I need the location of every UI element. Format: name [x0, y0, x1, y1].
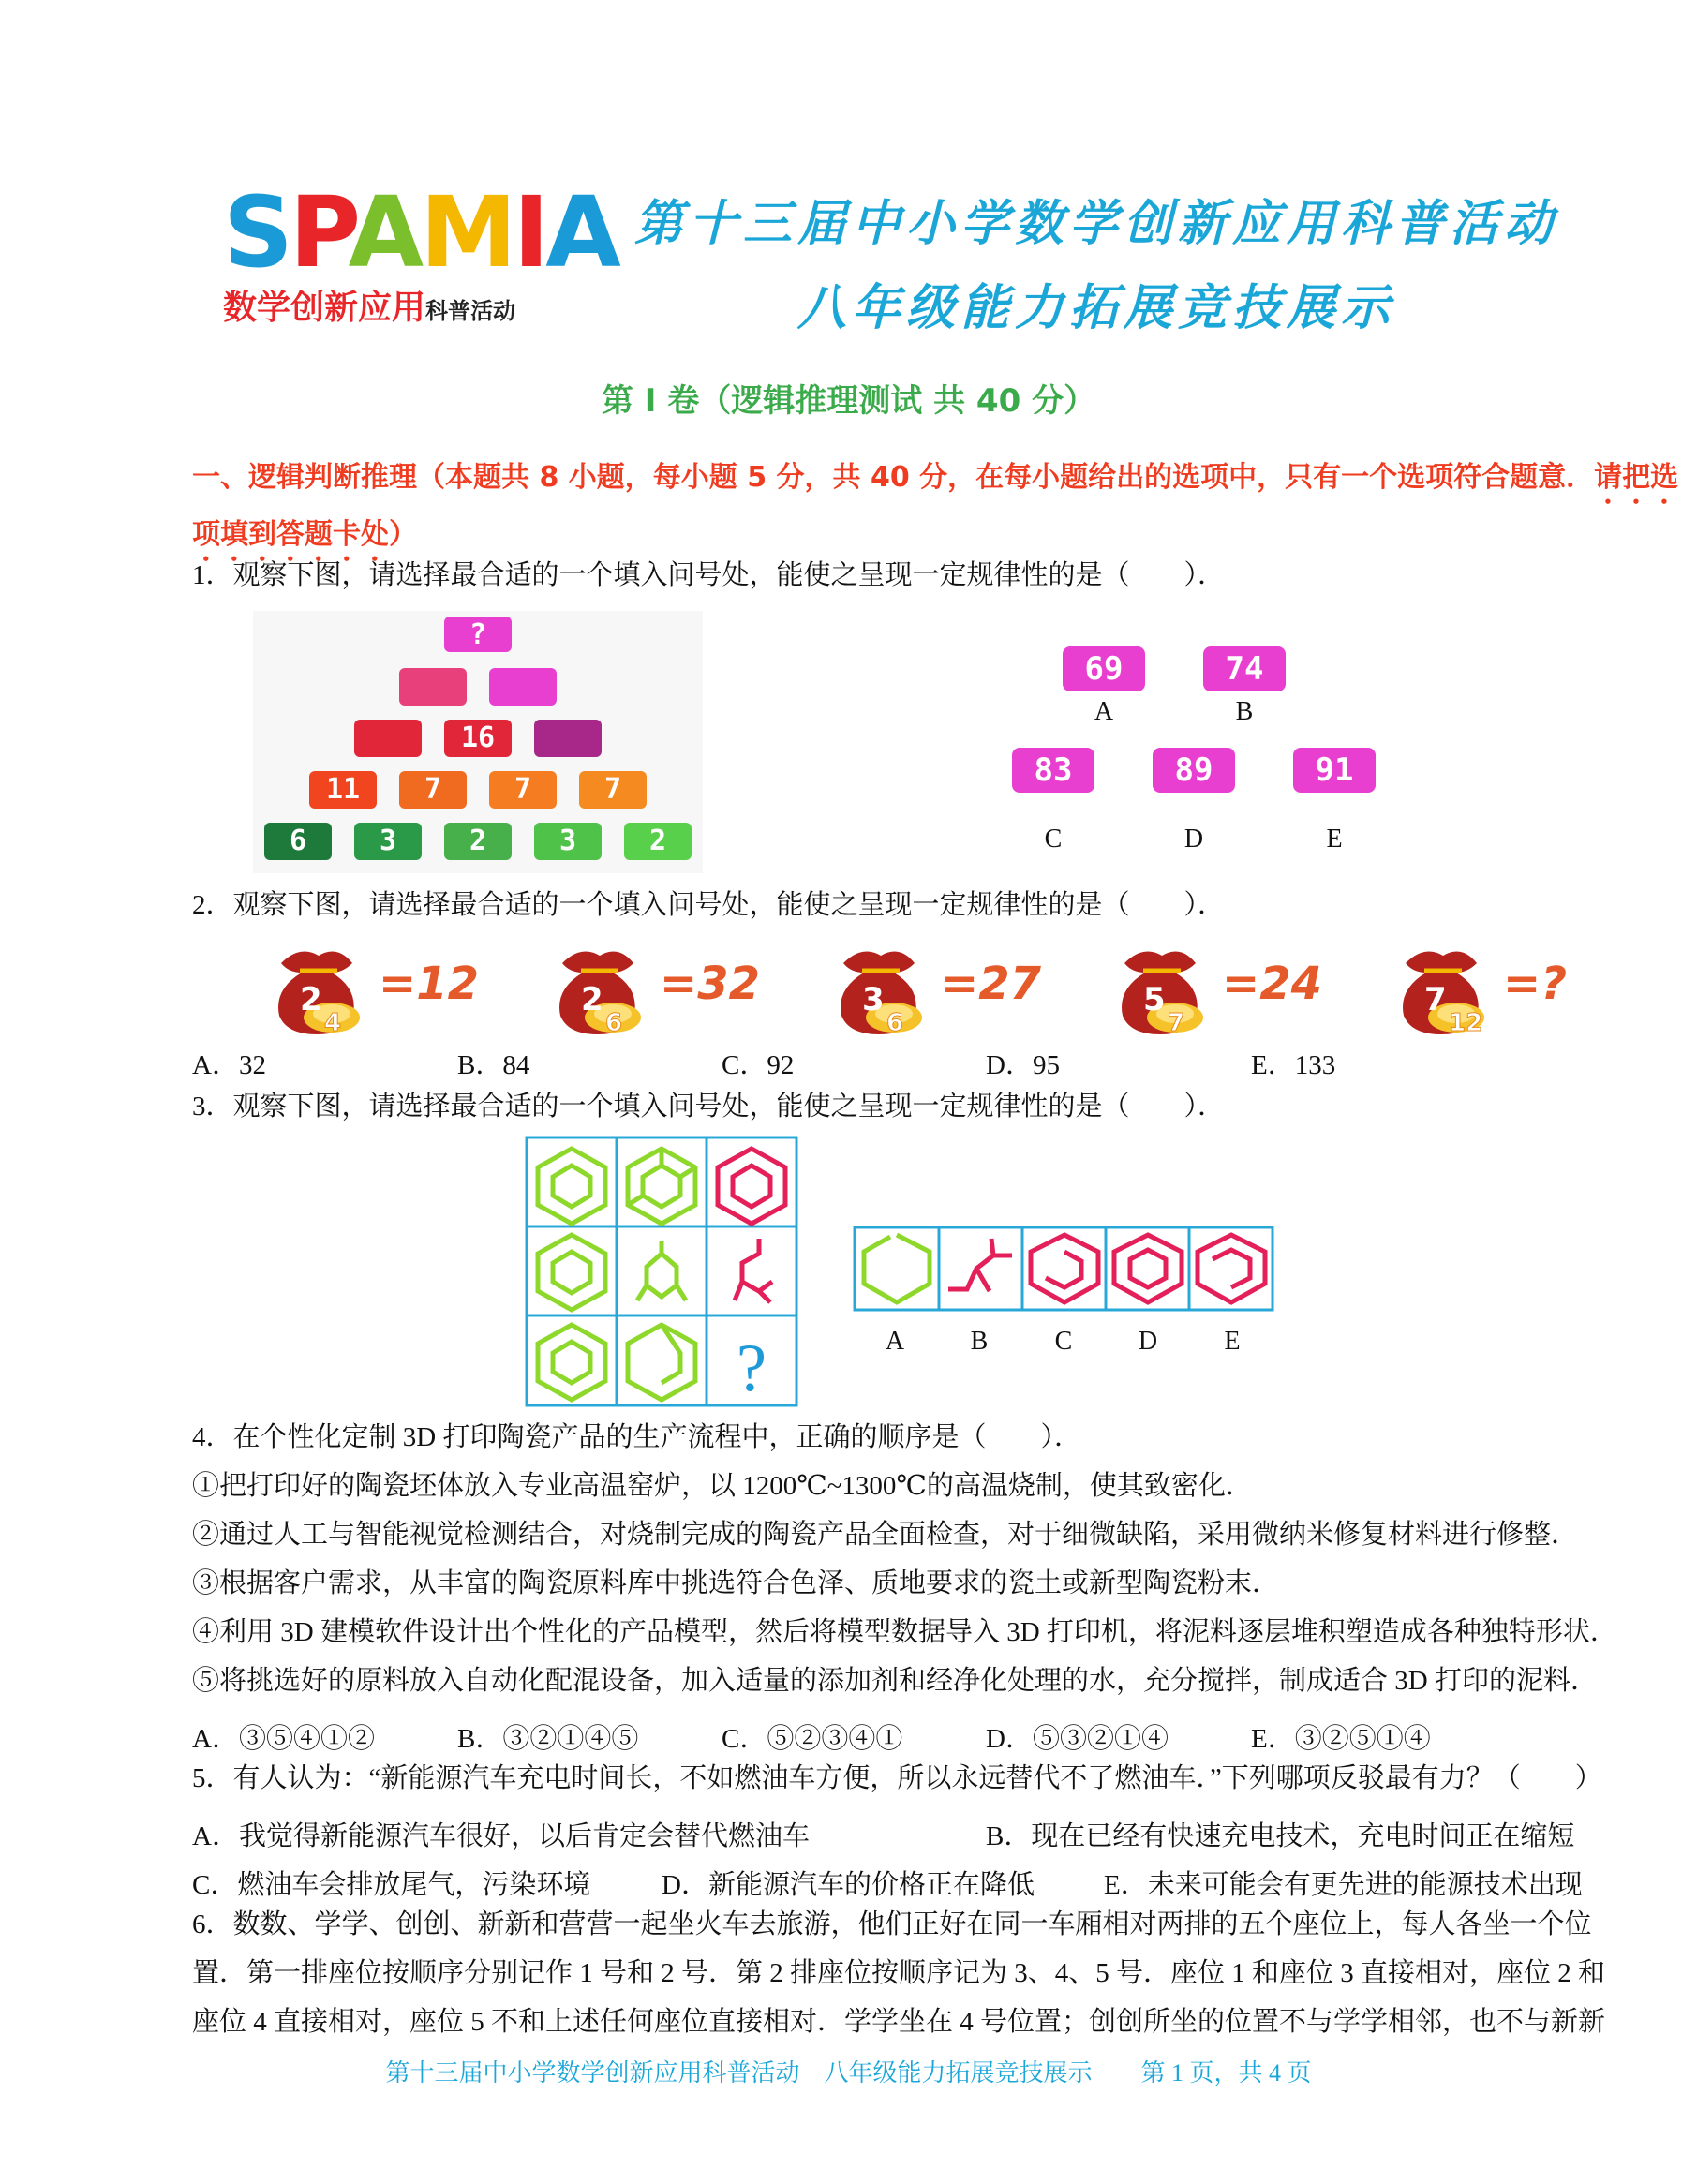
q1-pyramid — [253, 611, 703, 873]
q2-equation-result: =27 — [941, 958, 1042, 1010]
q4-steps — [192, 1462, 1617, 1705]
svg-text:6: 6 — [886, 1009, 904, 1037]
q4-option-c: C．⑤②③④① — [722, 1724, 903, 1754]
q2-text: 2．观察下图，请选择最合适的一个填入问号处，能使之呈现一定规律性的是（ ）． — [192, 890, 1226, 920]
svg-text:12: 12 — [1449, 1009, 1483, 1037]
q5-option-a: A．我觉得新能源汽车很好，以后肯定会替代燃油车 — [192, 1821, 810, 1851]
q1-option-a: 69 — [1063, 646, 1145, 691]
q3-option-label: B — [970, 1327, 989, 1356]
money-bag-icon — [1106, 937, 1228, 1040]
section-line2-end: ） — [389, 518, 417, 551]
logo-subtitle-black: 科普活动 — [425, 298, 516, 324]
q2-option-a: A．32 — [192, 1050, 266, 1080]
logo-letter: M — [420, 175, 514, 290]
q5-option-c: C．燃油车会排放尾气，污染环境 — [192, 1870, 591, 1900]
logo-letter: I — [513, 175, 546, 290]
q2-option-e: E．133 — [1251, 1050, 1336, 1080]
q2-bags — [262, 937, 1593, 1040]
q1-option-c: 83 — [1012, 748, 1094, 793]
money-bag-icon — [825, 937, 946, 1040]
q4-step-5: ⑤将挑选好的原料放入自动化配混设备，加入适量的添加剂和经净化处理的水，充分搅拌，制成适合 3D 打印的泥料． — [192, 1666, 1598, 1696]
pyramid-brick: 6 — [264, 823, 332, 860]
pyramid-brick: 7 — [399, 771, 467, 809]
q3-text: 3．观察下图，请选择最合适的一个填入问号处，能使之呈现一定规律性的是（ ）． — [192, 1092, 1226, 1122]
q4-step-1: ①把打印好的陶瓷坯体放入专业高温窑炉，以 1200℃~1300℃的高温烧制，使其致密化． — [192, 1471, 1253, 1501]
q3-option-label: E — [1224, 1327, 1241, 1356]
section-line1: 一、逻辑判断推理（本题共 8 小题，每小题 5 分，共 40 分，在每小题给出的选项中，只有一个选项符合题意． — [192, 461, 1595, 494]
q2-option-d: D．95 — [986, 1050, 1060, 1080]
q3-option-label: D — [1138, 1327, 1158, 1356]
q1-option-label: D — [1183, 825, 1204, 854]
header-title-line2: 八年级能力拓展竞技展示 — [796, 280, 1395, 336]
logo-letter: A — [545, 175, 618, 290]
svg-text:6: 6 — [605, 1009, 623, 1037]
pyramid-brick: 3 — [354, 823, 422, 860]
logo-subtitle-red: 数学创新应用 — [223, 289, 426, 327]
pyramid-brick — [399, 668, 467, 706]
q6-line-3: 座位 4 直接相对，座位 5 不和上述任何座位直接相对．学学坐在 4 号位置；创创所坐的位置不与学学相邻，也不与新新 — [192, 2007, 1606, 2037]
q1-option-label: A — [1094, 697, 1114, 726]
q1-option-label: B — [1235, 697, 1254, 726]
page-footer: 第十三届中小学数学创新应用科普活动 八年级能力拓展竞技展示 第 1 页，共 4 页 — [385, 2059, 1312, 2087]
pyramid-brick: 2 — [444, 823, 512, 860]
q4-text: 4．在个性化定制 3D 打印陶瓷产品的生产流程中，正确的顺序是（ ）． — [192, 1422, 1081, 1452]
q3-options-figure — [853, 1226, 1274, 1319]
svg-text:7: 7 — [1424, 981, 1447, 1018]
section-line2-emphasis: 项填到答题卡处 — [192, 518, 389, 551]
spamia-logo — [223, 175, 618, 327]
pyramid-brick: 11 — [309, 771, 377, 809]
q1-option-label: E — [1326, 825, 1343, 854]
q5-text: 5．有人认为：“新能源汽车充电时间长，不如燃油车方便，所以永远替代不了燃油车．”下列哪项反驳最有力？（ ） — [192, 1763, 1602, 1793]
q3-question-mark: ? — [737, 1330, 767, 1405]
logo-letter: S — [223, 175, 290, 290]
q3-option-label: C — [1054, 1327, 1073, 1356]
q4-option-a: A．③⑤④①② — [192, 1724, 375, 1754]
q5-option-b: B．现在已经有快速充电技术，充电时间正在缩短 — [986, 1821, 1575, 1851]
svg-text:2: 2 — [581, 981, 603, 1018]
pyramid-brick: 7 — [489, 771, 557, 809]
q4-option-b: B．③②①④⑤ — [457, 1724, 639, 1754]
logo-subtitle — [223, 281, 515, 329]
money-bag-icon — [262, 937, 384, 1040]
q4-step-2: ②通过人工与智能视觉检测结合，对烧制完成的陶瓷产品全面检查，对于细微缺陷，采用微纳米修复材料进行修整． — [192, 1520, 1579, 1550]
pyramid-brick: 3 — [534, 823, 602, 860]
svg-text:4: 4 — [324, 1009, 342, 1037]
q3-option-label: A — [885, 1327, 905, 1356]
q2-equation-result: =32 — [660, 958, 761, 1010]
pyramid-brick: 7 — [579, 771, 647, 809]
q2-equation-result: =12 — [379, 958, 480, 1010]
q6-text — [192, 1900, 1605, 2046]
q4-option-e: E．③②⑤①④ — [1251, 1724, 1431, 1754]
pyramid-brick — [489, 668, 557, 706]
q5-option-d: D．新能源汽车的价格正在降低 — [662, 1870, 1035, 1900]
q6-line-1: 6．数数、学学、创创、新新和营营一起坐火车去旅游，他们正好在同一车厢相对两排的五个座位上，每人各坐一个位 — [192, 1909, 1592, 1939]
q3-cell-1-1-hexagon — [538, 1149, 605, 1224]
svg-text:3: 3 — [862, 981, 885, 1018]
q4-step-3: ③根据客户需求，从丰富的陶瓷原料库中挑选符合色泽、质地要求的瓷土或新型陶瓷粉末． — [192, 1568, 1280, 1598]
svg-text:7: 7 — [1168, 1009, 1185, 1037]
pyramid-brick: 2 — [624, 823, 692, 860]
pyramid-brick: ? — [444, 617, 512, 652]
q1-option-b: 74 — [1203, 646, 1286, 691]
pyramid-brick — [354, 720, 422, 757]
q4-option-d: D．⑤③②①④ — [986, 1724, 1169, 1754]
q1-option-d: 89 — [1153, 748, 1235, 793]
logo-letter: P — [289, 175, 349, 290]
q2-equation-result: =? — [1503, 958, 1568, 1010]
q1-option-e: 91 — [1293, 748, 1376, 793]
money-bag-icon — [1387, 937, 1509, 1040]
q2-option-b: B．84 — [457, 1050, 530, 1080]
q4-step-4: ④利用 3D 建模软件设计出个性化的产品模型，然后将模型数据导入 3D 打印机，将泥料逐层堆积塑造成各种独特形状． — [192, 1617, 1617, 1647]
q1-text: 1．观察下图，请选择最合适的一个填入问号处，能使之呈现一定规律性的是（ ）． — [192, 560, 1226, 590]
q3-grid-figure — [525, 1136, 806, 1409]
q5-option-e: E．未来可能会有更先进的能源技术出现 — [1104, 1870, 1583, 1900]
q1-options — [975, 646, 1424, 862]
svg-text:2: 2 — [300, 981, 322, 1018]
pyramid-brick — [534, 720, 602, 757]
section-line1-emphasis: 请把选 — [1594, 461, 1679, 494]
pyramid-brick: 16 — [444, 720, 512, 757]
svg-text:5: 5 — [1143, 981, 1166, 1018]
volume-title: 第 I 卷（逻辑推理测试 共 40 分） — [601, 382, 1096, 420]
q6-line-2: 置．第一排座位按顺序分别记作 1 号和 2 号．第 2 排座位按顺序记为 3、4、5 号．座位 1 和座位 3 直接相对，座位 2 和 — [192, 1958, 1606, 1988]
logo-letter: A — [348, 175, 421, 290]
header-title-line1: 第十三届中小学数学创新应用科普活动 — [633, 196, 1558, 252]
logo-wordmark — [223, 175, 618, 290]
q2-equation-result: =24 — [1222, 958, 1323, 1010]
q2-option-c: C．92 — [722, 1050, 795, 1080]
money-bag-icon — [543, 937, 665, 1040]
q1-option-label: C — [1044, 825, 1063, 854]
